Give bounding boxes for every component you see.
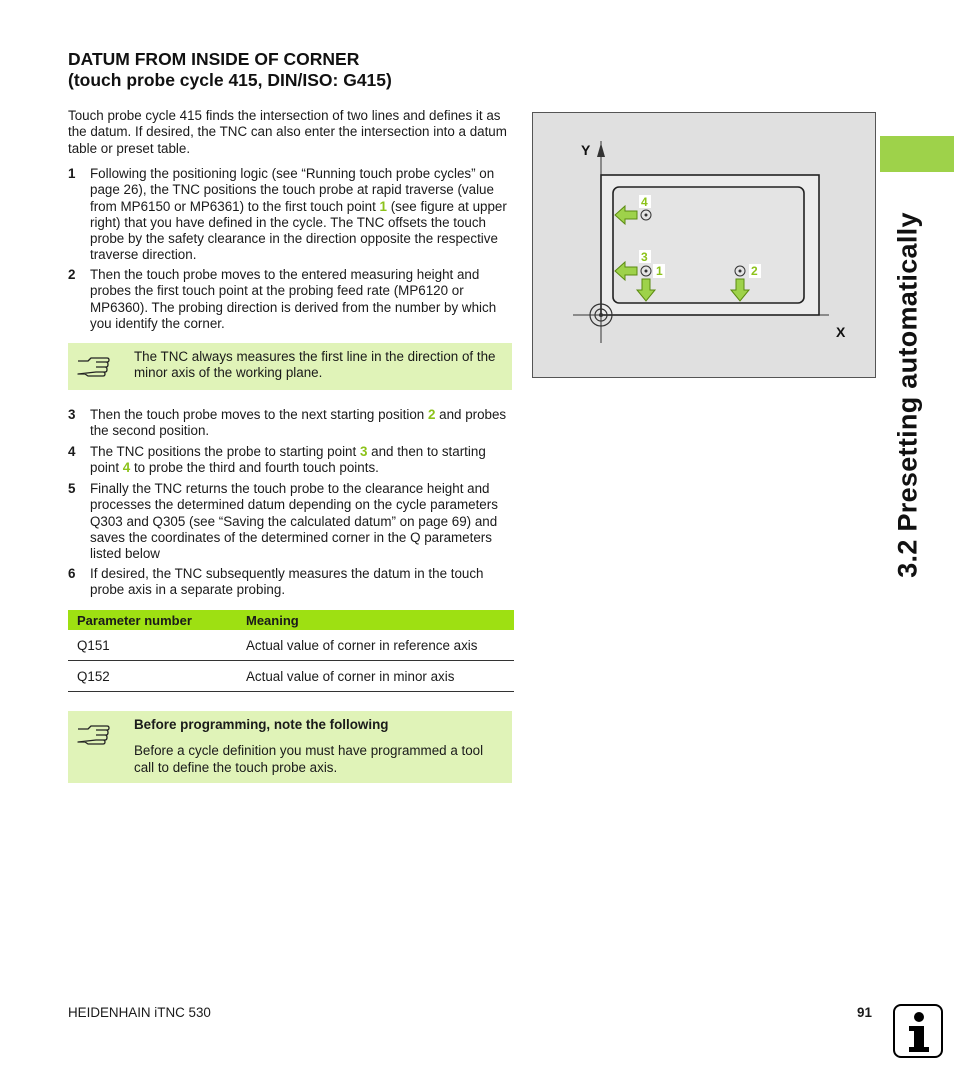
page-number: 91 xyxy=(857,1005,872,1020)
probe-figure xyxy=(532,112,876,378)
title-line-2: (touch probe cycle 415, DIN/ISO: G415) xyxy=(68,70,392,90)
step-1 xyxy=(68,166,512,264)
point-label-4: 4 xyxy=(641,195,648,209)
section-title xyxy=(68,49,392,91)
step-text: Then the touch probe moves to the next starting position 2 and probes the second position. xyxy=(90,407,507,439)
note-box xyxy=(68,343,512,390)
intro-paragraph: Touch probe cycle 415 finds the intersection of two lines and defines it as the datum. If desired, the TNC can also enter the intersection into a datum table or preset table. xyxy=(68,108,507,156)
title-line-1: DATUM FROM INSIDE OF CORNER xyxy=(68,49,360,69)
step-4 xyxy=(68,444,512,477)
point-ref: 3 xyxy=(359,444,368,459)
point-ref: 4 xyxy=(122,460,131,476)
step-3 xyxy=(68,407,512,440)
step-number: 3 xyxy=(68,407,76,422)
info-icon[interactable] xyxy=(893,1004,943,1058)
chapter-tab xyxy=(880,136,954,172)
step-5 xyxy=(68,481,512,562)
point-ref: 1 xyxy=(379,198,387,214)
note-text: The TNC always measures the first line in the direction of the minor axis of the working plane. xyxy=(134,349,496,381)
step-text: Then the touch probe moves to the entered measuring height and probes the first touch point at the probing feed rate (MP6120 or MP6360). The probing direction is derived from the number by which you identify the corner. xyxy=(90,267,497,331)
step-text: The TNC positions the probe to starting point 3 and then to starting point 4 to probe the third and fourth touch points. xyxy=(90,444,486,476)
axis-y-label: Y xyxy=(581,142,591,158)
note-title: Before programming, note the following xyxy=(134,717,389,732)
table-cell: Q151 xyxy=(68,630,237,661)
step-number: 2 xyxy=(68,267,76,282)
warning-note-box xyxy=(68,711,512,783)
point-label-1: 1 xyxy=(656,264,663,278)
point-label-2: 2 xyxy=(751,264,758,278)
step-text: If desired, the TNC subsequently measures the datum in the touch probe axis in a separate probing. xyxy=(90,566,484,598)
step-number: 6 xyxy=(68,566,76,581)
step-text: Following the positioning logic (see “Running touch probe cycles” on page 26), the TNC positions the touch probe at rapid traverse (value from MP6150 or MP6361) to the first touch point 1 (see figure at upper right) that you have defined in the cycle. The TNC offsets the touch probe by the safety clearance in the direction opposite the respective traverse direction. xyxy=(90,166,507,263)
corner-diagram xyxy=(533,113,877,379)
axis-x-label: X xyxy=(836,324,846,340)
column-header: Parameter number xyxy=(68,610,237,630)
parameter-table xyxy=(68,610,514,692)
table-cell: Actual value of corner in reference axis xyxy=(237,630,514,661)
table-row xyxy=(68,630,514,661)
step-text: Finally the TNC returns the touch probe to the clearance height and processes the determined datum depending on the cycle parameters Q303 and Q305 (see “Saving the calculated datum” on page 69) and saves the coordinates of the determined corner in the Q parameters listed below xyxy=(90,481,498,562)
note-body: Before a cycle definition you must have programmed a tool call to define the touch probe axis. xyxy=(134,743,484,775)
table-cell: Actual value of corner in minor axis xyxy=(237,661,514,692)
point-ref: 2 xyxy=(427,407,436,422)
table-row xyxy=(68,661,514,692)
step-number: 5 xyxy=(68,481,76,496)
pointing-hand-icon xyxy=(76,721,110,745)
column-header: Meaning xyxy=(237,610,514,630)
note-content xyxy=(134,711,502,776)
step-number: 1 xyxy=(68,166,76,181)
point-label-3: 3 xyxy=(641,250,648,264)
table-header-row xyxy=(68,610,514,630)
step-6 xyxy=(68,566,512,599)
step-number: 4 xyxy=(68,444,76,459)
step-2 xyxy=(68,267,512,332)
pointing-hand-icon xyxy=(76,353,110,377)
table-cell: Q152 xyxy=(68,661,237,692)
footer-manual-name: HEIDENHAIN iTNC 530 xyxy=(68,1005,211,1020)
chapter-side-title: 3.2 Presetting automatically xyxy=(892,212,923,578)
